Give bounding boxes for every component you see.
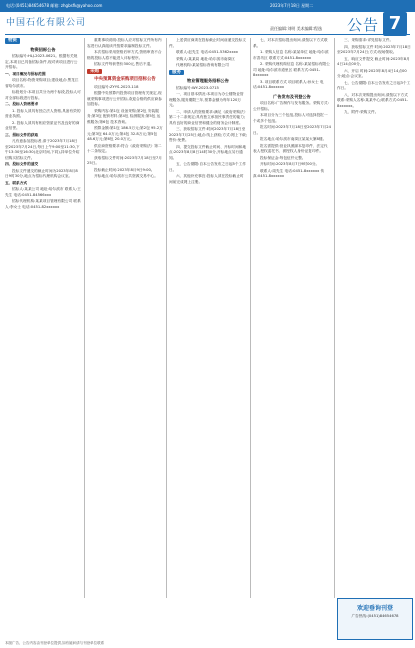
paragraph: 重要事项说明:投标人应对招标文件所有内容进行认真阅读并按要求编制投标文件。 bbox=[87, 38, 162, 48]
paragraph: 2. 投标人须具有相应资质证书及良好的商业信誉。 bbox=[5, 120, 80, 130]
paragraph: 三、获取招标文件:时间2023年7月18日至2023年7月25日;地点:线上获取;方式:网上下载;售价:免费。 bbox=[169, 127, 247, 142]
column-3 bbox=[169, 38, 247, 598]
paragraph: 供应商资格要求:符合《政府采购法》第二十二条规定。 bbox=[87, 143, 162, 153]
paragraph: 项目名称:物资采购项目;建设地点:黑龙江省哈尔滨市。 bbox=[5, 78, 79, 88]
paragraph: 六、开启 时间:2023年8月4日14点00分;地点:会议室。 bbox=[337, 68, 407, 78]
top-info-bar bbox=[0, 0, 415, 12]
paragraph: 二、申请人的资格要求:满足《政府采购法》第二十二条规定;具有独立承担民事责任的能力;具有良好的商业信誉和健全的财务会计制度。 bbox=[169, 109, 246, 125]
issue-date: 2023年7月18日 星期二 bbox=[270, 3, 314, 8]
paragraph: 凡有意参加投标者,请于2023年7月18日至2023年7月24日,每日上午9:00至11:30,下午13:30至16:30(北京时间,下同),持单位介绍信购买招标文件。 bbox=[5, 139, 80, 160]
advertising-box bbox=[337, 598, 413, 640]
column-divider bbox=[84, 38, 85, 598]
paragraph: 1. 采购人信息 名称:某某单位 地址:哈尔滨市香坊区 联系方式:0451-8xxxxxx bbox=[253, 50, 329, 60]
paragraph: 招标人:某某公司 地址:哈尔滨市 联系人:王先生 电话:0451-84566xxx bbox=[5, 187, 81, 197]
subheading: 三、招标文件的获取 bbox=[5, 132, 39, 137]
paragraph: 报名时间:2023年7月18日至2023年7月24日。 bbox=[253, 125, 331, 135]
column-2 bbox=[87, 38, 163, 598]
page-footer: 本版广告、公告内容由刊登单位提供,如有疑问请与刊登单位联系 bbox=[5, 641, 105, 645]
paragraph: 三、采购需求:详见招标文件。 bbox=[344, 38, 394, 42]
paragraph: 投标保证金:每包伍仟元整。 bbox=[260, 155, 306, 160]
paragraph: 四、提交投标文件截止时间、开标时间和地点:2023年8月8日14时30分,开标地点另行通知。 bbox=[169, 144, 247, 160]
paragraph: 本次招标采用资格后审方式,资格审查不合格的投标人将不能进入评标程序。 bbox=[87, 50, 162, 60]
paragraph: 招标编号:HLJ-2023-0621。根据有关规定,本项目已具备招标条件,现对该项目进行公开招标。 bbox=[5, 54, 78, 69]
paragraph: 五、响应文件提交 截止时间:2023年8月4日14点00分。 bbox=[337, 56, 410, 66]
page-number-badge: 7 bbox=[383, 12, 407, 36]
subheading: 一、项目概况与招标范围 bbox=[5, 71, 46, 76]
paragraph: 项目名称:广告制作与发布服务。采购方式:公开招标。 bbox=[253, 101, 329, 111]
header-rule bbox=[5, 34, 410, 35]
subheading: 四、投标文件的递交 bbox=[5, 162, 39, 166]
paragraph: 代理机构:某某招标咨询有限公司 bbox=[176, 63, 229, 67]
paragraph: 投标文件递交的截止时间为2023年8月8日9时30分,地点为招标代理机构会议室。 bbox=[5, 168, 78, 178]
ad-hotline: 广告热线:(0451)84654678 bbox=[351, 614, 399, 618]
column-4 bbox=[253, 38, 331, 598]
paragraph: 联系人:周先生 电话:0451-8xxxxxx 传真:0451-8xxxxxx bbox=[253, 168, 325, 178]
paragraph: 获取招标文件时间:2023年7月18日至7月25日。 bbox=[87, 155, 162, 165]
column-divider bbox=[250, 38, 251, 598]
column-1 bbox=[5, 38, 81, 598]
paragraph: 六、其他补充事宜:投标人须在投标截止时间前完成网上注册。 bbox=[169, 174, 244, 184]
paragraph: 本项目分为三个包组,投标人可选择投报一个或多个包组。 bbox=[253, 113, 328, 123]
category-tag: 采购 bbox=[87, 69, 102, 75]
category-tag: 服务 bbox=[169, 70, 184, 76]
paragraph: 开标地点:哈尔滨市公共资源交易中心。 bbox=[94, 174, 158, 178]
paragraph: 投标截止时间:2023年8月9日9:00。 bbox=[94, 167, 155, 172]
masthead bbox=[0, 12, 415, 34]
paragraph: 招标代理机构:某某项目管理有限公司 联系人:李女士 电话:0451-82xxxxxx bbox=[5, 199, 81, 209]
paragraph: 八、对本次采购提出询问,请按以下方式联系:采购人名称:某某中心;联系方式:0451-8xxxxxx。 bbox=[337, 92, 408, 108]
paragraph: 根据中央预算内投资项目管理有关规定,现就采购事项进行公开招标,欢迎合格的供应商参加投标。 bbox=[87, 91, 162, 106]
notice-title: 物资招标公告 bbox=[30, 46, 56, 52]
paragraph: 九、附件:采购文件。 bbox=[344, 110, 379, 114]
paragraph: 开标时间:2023年8月7日9时00分。 bbox=[260, 162, 320, 166]
paragraph: 五、公告期限:自本公告发布之日起5个工作日。 bbox=[169, 162, 246, 172]
column-5 bbox=[337, 38, 411, 593]
paragraph: 报名地点:哈尔滨市南岗区某某大厦8楼。 bbox=[260, 137, 327, 141]
paragraph: 四、获取招标文件 时间:2023年7月18日至2023年7月24日;方式:现场领取。 bbox=[337, 44, 411, 54]
subheading: 二、投标人资格要求 bbox=[5, 102, 39, 106]
paragraph: 招标编号:WY-2023-0715 bbox=[176, 85, 219, 90]
paragraph: 七、公告期限:自本公告发布之日起3个工作日。 bbox=[337, 80, 411, 90]
paragraph: 七、对本次招标提出询问,请按以下方式联系。 bbox=[253, 38, 328, 48]
paragraph: 上述供应商须在投标截止时间前递交投标文件。 bbox=[169, 38, 247, 48]
paragraph: 3. 项目联系方式 项目联系人:孙女士 电话:0451-8xxxxxx bbox=[253, 79, 324, 89]
section-title: 公告 bbox=[347, 16, 380, 34]
ad-title: 欢迎垂询刊登 bbox=[356, 605, 393, 612]
notice-title: 广告发布及刊登公告 bbox=[273, 93, 311, 99]
contact-line: 电话:(0451)84654678 邮箱: zhgbsfk@yahoo.com bbox=[6, 3, 103, 8]
notice-title: 中央预算资金采购项目招标公告 bbox=[94, 77, 156, 82]
newspaper-logo: 中国石化有限公司 bbox=[6, 18, 87, 28]
paragraph: 一、项目基本情况:本项目为办公楼物业管理服务,服务期限三年,预算金额为每年120万元。 bbox=[169, 92, 244, 107]
paragraph: 采购内容:第1包 设备采购;第2包 安装服务;第3包 配套材料;第4包 检测服务;第5包 运维服务;第6包 技术咨询。 bbox=[87, 108, 161, 124]
paragraph: 采购人:某某局 地址:哈尔滨市南岗区 bbox=[176, 56, 235, 61]
column-divider bbox=[166, 38, 167, 598]
paragraph: 报名需提供:营业执照副本复印件、法定代表人授权委托书、被授权人身份证复印件。 bbox=[253, 143, 328, 153]
paragraph: 联系人:赵先生 电话:0451-5362xxxx bbox=[176, 50, 238, 54]
notice-title: 物业管理服务招标公告 bbox=[187, 78, 229, 83]
paragraph: 预算金额:第1包 186.5万元;第2包 95.2万元;第3包 64.0万元;第4包 32.8万元;第5包 48.6万元;第6包 20.0万元。 bbox=[87, 126, 163, 141]
editor-line: 责任编辑:刘明 美术编辑:程逸 bbox=[270, 26, 322, 31]
paragraph: 招标文件每套售价300元,售后不退。 bbox=[94, 62, 154, 66]
subheading: 五、联系方式 bbox=[5, 180, 28, 185]
paragraph: 项目编号:ZYYS-2023-118 bbox=[94, 84, 139, 89]
paragraph: 2. 采购代理机构信息 名称:某某招标有限公司 地址:哈尔滨市道里区 联系方式:0451-8xxxxxx bbox=[253, 62, 330, 77]
paragraph: 标段划分:本项目共分为两个标段,投标人可对全部标段进行投标。 bbox=[5, 90, 81, 100]
paragraph: 1. 投标人须具有独立法人资格,具备有效的营业执照。 bbox=[5, 108, 81, 118]
column-divider bbox=[334, 38, 335, 598]
category-tag: 物资 bbox=[5, 38, 20, 44]
